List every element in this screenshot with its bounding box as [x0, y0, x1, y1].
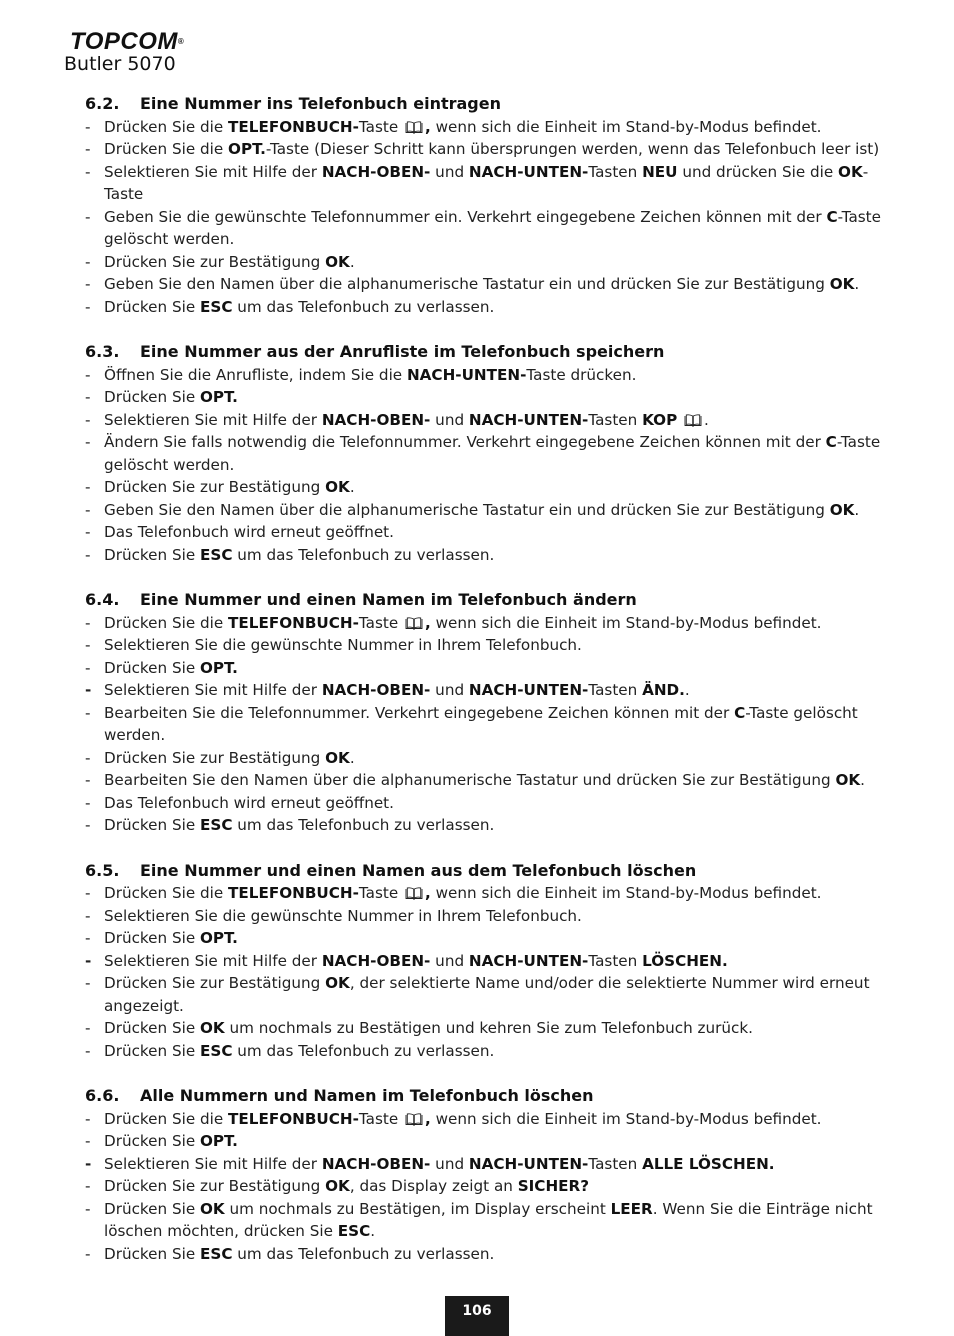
bold-keyword: ESC [200, 545, 233, 564]
bold-keyword: TELEFONBUCH- [228, 1109, 359, 1128]
text-run: Selektieren Sie mit Hilfe der [104, 681, 322, 699]
bold-keyword: ALLE LÖSCHEN. [642, 1154, 775, 1173]
brand-name: TOPCOM [70, 28, 178, 55]
text-run: Tasten [588, 681, 643, 699]
bold-keyword: ESC [200, 1041, 233, 1060]
text-run: Drücken Sie [104, 658, 200, 677]
text-run: Selektieren Sie die gewünschte Nummer in Ihrem Telefonbuch. [104, 906, 582, 925]
bold-keyword: NACH-OBEN- [321, 1154, 431, 1173]
bold-keyword: C [825, 433, 837, 451]
bold-keyword: KOP [642, 410, 678, 429]
list-item [85, 1175, 895, 1198]
text-run: Selektieren Sie die gewünschte Nummer in Ihrem Telefonbuch. [104, 636, 582, 654]
text-run: Tasten [588, 410, 643, 429]
section-6-5 [85, 860, 895, 1063]
bold-keyword: TELEFONBUCH- [228, 613, 359, 632]
text-run: um das Telefonbuch zu verlassen. [232, 1041, 495, 1060]
bold-keyword: OK [835, 771, 861, 789]
text-run: Tasten [588, 1154, 643, 1173]
text-run: Drücken Sie zur Bestätigung [104, 974, 326, 992]
list-item [85, 296, 895, 319]
text-run: . [349, 478, 355, 496]
phonebook-icon [405, 121, 423, 134]
section-6-3 [85, 341, 895, 566]
bold-keyword: OPT. [200, 658, 238, 677]
text-run: Selektieren Sie mit Hilfe der [104, 162, 322, 181]
list-item [85, 386, 895, 409]
text-run: Taste [358, 117, 403, 136]
bold-keyword: OK [325, 748, 350, 767]
text-run: Taste [358, 884, 403, 902]
bold-keyword: OK [325, 478, 350, 496]
text-run: Geben Sie die gewünschte Telefonnummer ein. Verkehrt eingegebene Zeichen können mit der [104, 207, 827, 226]
bold-keyword: NACH-UNTEN- [468, 951, 589, 970]
text-run: Das Telefonbuch wird erneut geöffnet. [104, 793, 394, 812]
text-run: um nochmals zu Bestätigen und kehren Sie zum Telefonbuch zurück. [224, 1019, 753, 1037]
text-run: . [704, 410, 709, 429]
text-run: Drücken Sie [104, 929, 200, 947]
text-run: Drücken Sie zur Bestätigung [104, 1177, 326, 1195]
bold-keyword: ÄND. [642, 681, 685, 699]
list-item [85, 1130, 895, 1153]
text-run: und [430, 951, 469, 970]
bold-keyword: C [734, 703, 746, 722]
list-item [85, 544, 895, 567]
bold-keyword: NACH-UNTEN- [468, 681, 589, 699]
list-item [85, 138, 895, 161]
text-run: wenn sich die Einheit im Stand-by-Modus befindet. [430, 884, 822, 902]
instruction-list [85, 612, 895, 837]
list-item [85, 814, 895, 837]
text-run: Öffnen Sie die Anrufliste, indem Sie die [104, 365, 407, 384]
list-item [85, 206, 895, 251]
text-run: Ändern Sie falls notwendig die Telefonnummer. Verkehrt eingegebene Zeichen können mit der [104, 433, 826, 451]
instruction-list [85, 882, 895, 1062]
text-run: , das Display zeigt an [349, 1177, 518, 1195]
list-item [85, 521, 895, 544]
text-run: Drücken Sie [104, 1132, 200, 1150]
bold-keyword: OPT. [228, 140, 266, 158]
section-heading [85, 589, 895, 612]
bold-keyword: NACH-UNTEN- [468, 162, 589, 181]
text-run: Bearbeiten Sie die Telefonnummer. Verkehrt eingegebene Zeichen können mit der [104, 703, 735, 722]
bold-keyword: SICHER? [517, 1177, 590, 1195]
text-run: wenn sich die Einheit im Stand-by-Modus befindet. [430, 117, 822, 136]
bold-keyword: ESC [200, 816, 233, 834]
list-item [85, 1243, 895, 1266]
text-run: Drücken Sie zur Bestätigung [104, 478, 326, 496]
list-item [85, 1198, 895, 1243]
text-run: -Taste (Dieser Schritt kann übersprungen werden, wenn das Telefonbuch leer ist) [265, 140, 880, 158]
text-run: um das Telefonbuch zu verlassen. [232, 1244, 495, 1263]
bold-keyword: LÖSCHEN. [642, 951, 728, 970]
bold-keyword: OK [325, 252, 350, 271]
bold-keyword: , [425, 884, 431, 902]
bold-keyword: ESC [200, 297, 233, 316]
text-run: Taste [358, 1109, 403, 1128]
bold-keyword: OK [325, 974, 350, 992]
section-number: 6.2. [85, 94, 120, 113]
list-item [85, 1017, 895, 1040]
document-body [85, 93, 895, 1288]
text-run: wenn sich die Einheit im Stand-by-Modus befindet. [430, 1109, 822, 1128]
list-item [85, 476, 895, 499]
text-run: Tasten [588, 162, 643, 181]
text-run: um das Telefonbuch zu verlassen. [232, 297, 495, 316]
text-run: Geben Sie den Namen über die alphanumerische Tastatur ein und drücken Sie zur Bestätigung [104, 275, 830, 293]
text-run: . [349, 252, 355, 271]
instruction-list [85, 364, 895, 567]
list-item [85, 769, 895, 792]
text-run: . [684, 681, 690, 699]
list-item [85, 634, 895, 657]
list-item [85, 657, 895, 680]
text-run: Taste [358, 613, 403, 632]
section-6-4 [85, 589, 895, 837]
list-item [85, 747, 895, 770]
list-item [85, 499, 895, 522]
section-title: Eine Nummer ins Telefonbuch eintragen [140, 94, 501, 113]
bold-keyword: OK [325, 1177, 350, 1195]
list-item [85, 161, 895, 206]
section-title: Eine Nummer und einen Namen aus dem Telefonbuch löschen [140, 860, 697, 880]
text-run: -Taste gelöscht werden. [104, 207, 881, 248]
section-6-2 [85, 93, 895, 318]
text-run: um nochmals zu Bestätigen, im Display erscheint [224, 1199, 611, 1218]
text-run: und [430, 162, 469, 181]
text-run: Drücken Sie zur Bestätigung [104, 252, 326, 271]
registered-mark: ® [177, 37, 185, 46]
text-run: Drücken Sie die [104, 884, 229, 902]
phonebook-icon [405, 617, 423, 630]
list-item [85, 679, 895, 702]
text-run: . Wenn Sie die Einträge nicht löschen möchten, drücken Sie [104, 1199, 873, 1240]
text-run: Drücken Sie [104, 1041, 200, 1060]
text-run: Drücken Sie [104, 297, 200, 316]
list-item [85, 251, 895, 274]
text-run: und [430, 1154, 469, 1173]
bold-keyword: ESC [200, 1244, 233, 1263]
text-run: Drücken Sie die [104, 140, 229, 158]
section-heading [85, 860, 895, 883]
text-run: . [860, 771, 865, 789]
text-run: Selektieren Sie mit Hilfe der [104, 410, 322, 429]
bold-keyword: OK [200, 1019, 225, 1037]
section-title: Alle Nummern und Namen im Telefonbuch löschen [140, 1086, 594, 1105]
text-run: . [370, 1222, 376, 1240]
text-run: Drücken Sie die [104, 117, 229, 136]
list-item [85, 1108, 895, 1131]
text-run: . [854, 500, 860, 519]
bold-keyword: NEU [642, 162, 678, 181]
section-6-6 [85, 1085, 895, 1265]
text-run: -Taste gelöscht werden. [104, 433, 881, 474]
list-item [85, 792, 895, 815]
brand-logo [70, 30, 184, 54]
list-item [85, 972, 895, 1017]
text-run: Drücken Sie [104, 1019, 200, 1037]
bold-keyword: TELEFONBUCH- [228, 884, 359, 902]
instruction-list [85, 1108, 895, 1266]
section-number: 6.6. [85, 1086, 120, 1105]
text-run: Drücken Sie [104, 816, 200, 834]
text-run: wenn sich die Einheit im Stand-by-Modus befindet. [430, 613, 822, 632]
section-heading [85, 1085, 895, 1108]
text-run: Taste drücken. [526, 365, 637, 384]
bold-keyword: NACH-UNTEN- [468, 1154, 589, 1173]
model-name: Butler 5070 [64, 53, 176, 75]
text-run: Bearbeiten Sie den Namen über die alphanumerische Tastatur und drücken Sie zur Bestätigung [104, 771, 836, 789]
bold-keyword: OPT. [200, 929, 238, 947]
list-item [85, 409, 895, 432]
list-item [85, 1153, 895, 1176]
text-run: Geben Sie den Namen über die alphanumerische Tastatur ein und drücken Sie zur Bestätigung [104, 500, 830, 519]
section-number: 6.5. [85, 860, 120, 880]
section-number: 6.4. [85, 590, 120, 609]
bold-keyword: OK [838, 162, 863, 181]
phonebook-icon [684, 414, 702, 427]
text-run: Selektieren Sie mit Hilfe der [104, 1154, 322, 1173]
bold-keyword: ESC [337, 1222, 371, 1240]
text-run: Drücken Sie [104, 1244, 200, 1263]
text-run: Tasten [588, 951, 643, 970]
bold-keyword: LEER [610, 1199, 653, 1218]
page-number: 106 [445, 1296, 509, 1336]
text-run: und [430, 410, 469, 429]
bold-keyword: NACH-UNTEN- [468, 410, 589, 429]
text-run: und [430, 681, 469, 699]
list-item [85, 116, 895, 139]
bold-keyword: OPT. [200, 1132, 238, 1150]
text-run: Drücken Sie [104, 545, 200, 564]
list-item [85, 364, 895, 387]
text-run: Drücken Sie zur Bestätigung [104, 748, 326, 767]
bold-keyword: TELEFONBUCH- [228, 117, 359, 136]
list-item [85, 702, 895, 747]
text-run: -Taste [104, 162, 869, 203]
list-item [85, 431, 895, 476]
section-title: Eine Nummer und einen Namen im Telefonbuch ändern [140, 590, 637, 609]
phonebook-icon [405, 887, 423, 900]
bold-keyword: NACH-OBEN- [321, 951, 431, 970]
bold-keyword: OPT. [200, 388, 238, 406]
text-run: und drücken Sie die [677, 162, 839, 181]
bold-keyword: NACH-OBEN- [321, 162, 431, 181]
text-run: Drücken Sie [104, 388, 200, 406]
instruction-list [85, 116, 895, 319]
text-run: um das Telefonbuch zu verlassen. [232, 816, 495, 834]
bold-keyword: NACH-UNTEN- [406, 365, 527, 384]
text-run: um das Telefonbuch zu verlassen. [232, 545, 495, 564]
text-run: Das Telefonbuch wird erneut geöffnet. [104, 523, 394, 541]
list-item [85, 927, 895, 950]
text-run: Drücken Sie [104, 1199, 200, 1218]
text-run: . [349, 748, 355, 767]
list-item [85, 273, 895, 296]
bold-keyword: C [826, 207, 838, 226]
text-run: . [854, 275, 860, 293]
bold-keyword: OK [829, 500, 855, 519]
text-run: , der selektierte Name und/oder die selektierte Nummer wird erneut angezeigt. [104, 974, 870, 1015]
list-item [85, 905, 895, 928]
list-item [85, 950, 895, 973]
section-number: 6.3. [85, 342, 120, 361]
bold-keyword: NACH-OBEN- [321, 681, 431, 699]
text-run: Drücken Sie die [104, 613, 229, 632]
bold-keyword: , [425, 613, 431, 632]
bold-keyword: , [425, 117, 431, 136]
text-run: Selektieren Sie mit Hilfe der [104, 951, 322, 970]
section-heading [85, 341, 895, 364]
phonebook-icon [405, 1113, 423, 1126]
bold-keyword: , [425, 1109, 431, 1128]
text-run: -Taste gelöscht werden. [104, 703, 858, 744]
list-item [85, 1040, 895, 1063]
bold-keyword: OK [200, 1199, 225, 1218]
text-run [677, 411, 682, 429]
list-item [85, 612, 895, 635]
section-heading [85, 93, 895, 116]
section-title: Eine Nummer aus der Anrufliste im Telefonbuch speichern [140, 342, 665, 361]
bold-keyword: OK [829, 275, 855, 293]
bold-keyword: NACH-OBEN- [321, 410, 431, 429]
text-run: Drücken Sie die [104, 1109, 229, 1128]
list-item [85, 882, 895, 905]
